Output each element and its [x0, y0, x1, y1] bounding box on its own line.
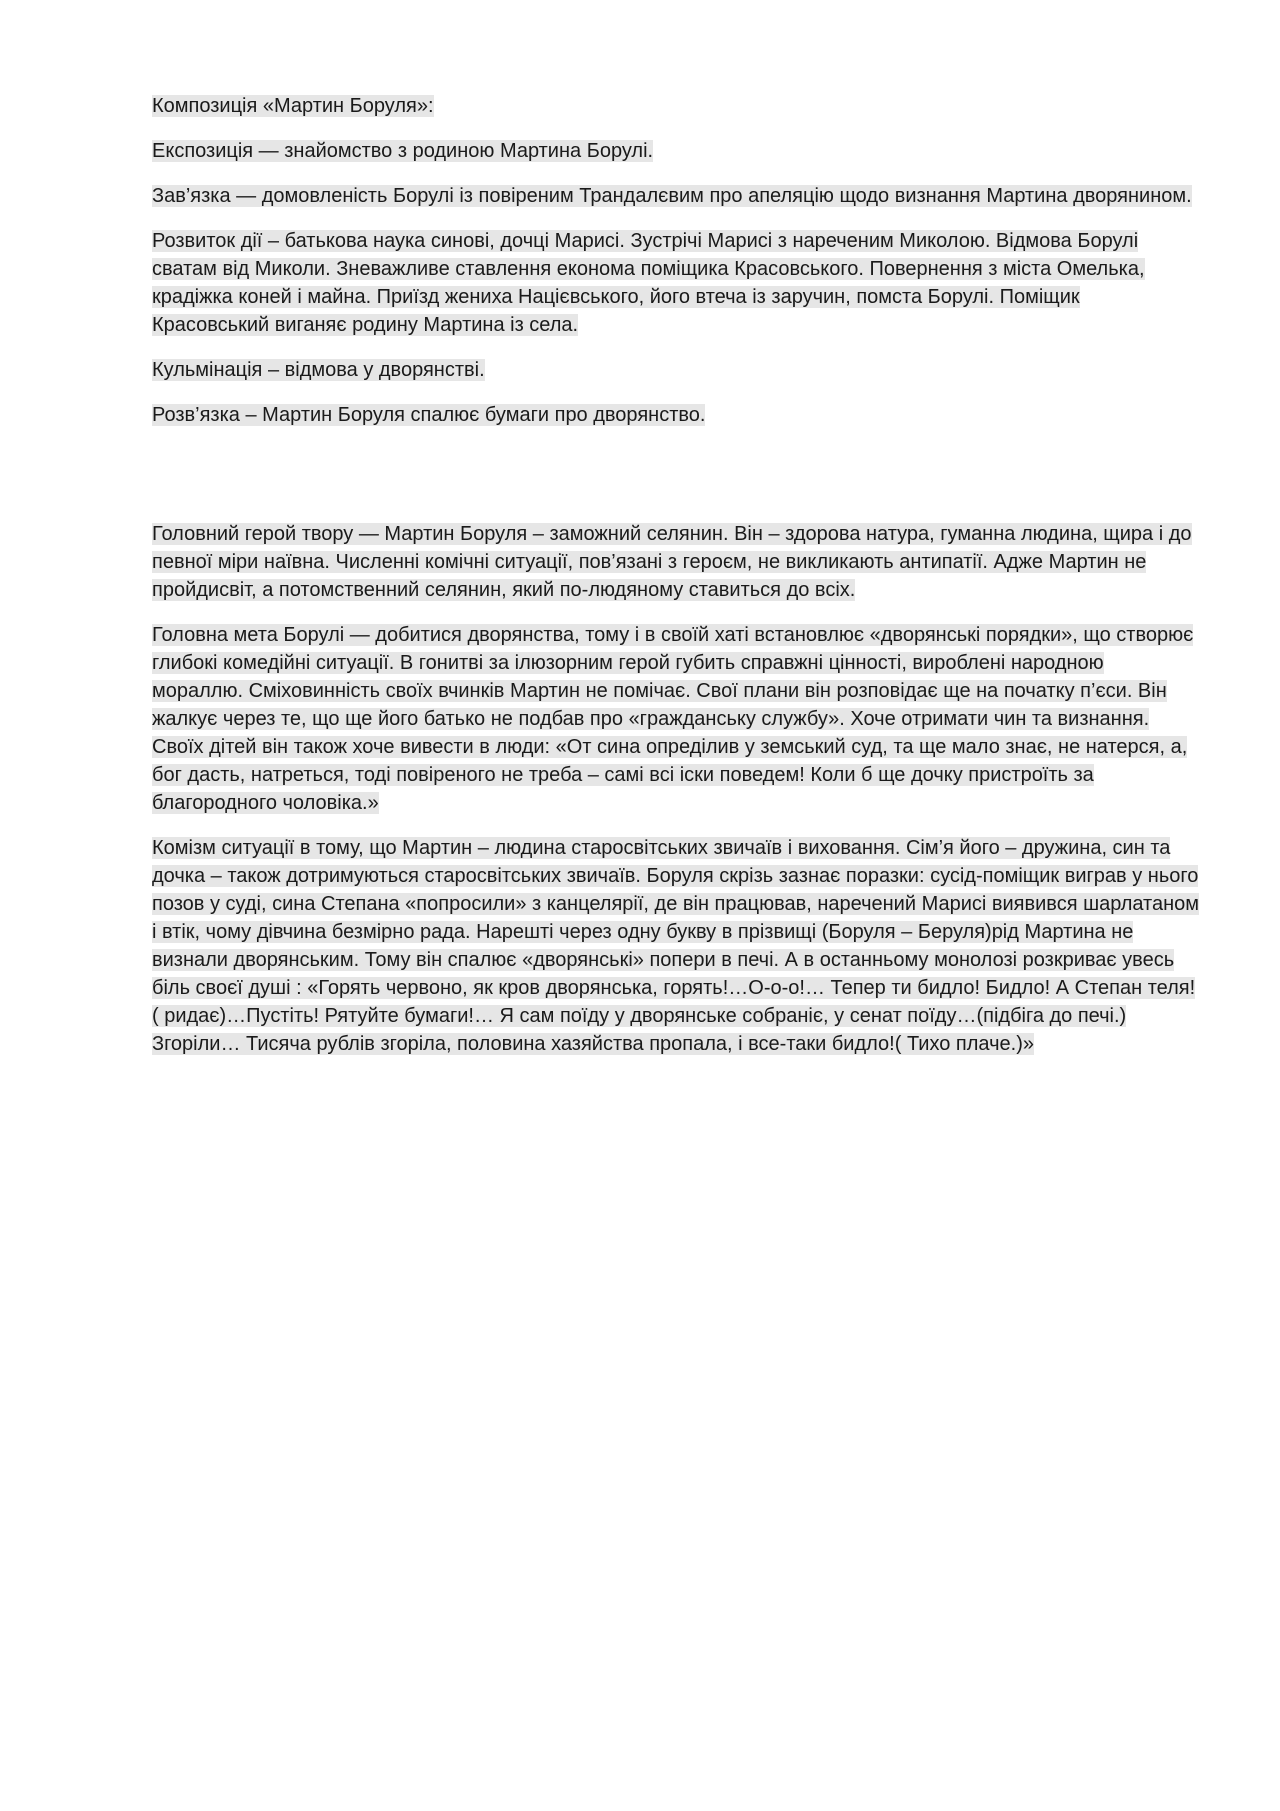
hero-paragraph-2: Головна мета Борулі — добитися дворянства, тому і в своїй хаті встановлює «дворянські порядки», що створює глибокі комедійні ситуації. В гонитві за ілюзорним герой губить справжні цінності, вироблені народною мораллю. Сміховинність своїх вчинків Мартин не помічає. Свої плани він розповідає ще на початку п’єси. Він жалкує через те, що ще його батько не подбав про «гражданську службу». Хоче отримати чин та визнання. Своїх дітей він також хоче вивести в люди: «От сина опреділив у земський суд, та ще мало знає, не натерся, а, бог дасть, натреться, тоді повіреного не треба – самі всі іски поведем! Коли б ще дочку пристроїть за благородного чоловіка.»: [152, 624, 1194, 814]
hero-paragraph-3: Комізм ситуації в тому, що Мартин – людина старосвітських звичаїв і виховання. Сім’я його – дружина, син та дочка – також дотримуються старосвітських звичаїв. Боруля скрізь зазнає поразки: сусід-поміщик виграв у нього позов у суді, сина Степана «попросили» з канцелярії, де він працював, наречений Марисі виявився шарлатаном і втік, чому дівчина безмірно рада. Нарешті через одну букву в прізвищі (Боруля – Беруля)рід Мартина не визнали дворянським. Тому він спалює «дворянські» попери в печі. А в останньому монолозі розкриває увесь біль своєї душі : «Горять червоно, як кров дворянська, горять!…О-о-о!… Тепер ти бидло! Бидло! А Степан теля! ( ридає)…Пустіть! Рятуйте бумаги!… Я сам поїду у дворянське собраніє, у сенат поїду…(підбіга до печі.) Згоріли… Тисяча рублів згоріла, половина хазяйства пропала, і все-таки бидло!( Тихо плаче.)»: [152, 837, 1200, 1055]
exposition-paragraph: Експозиція — знайомство з родиною Мартина Борулі.: [152, 140, 654, 162]
climax-paragraph: Кульмінація – відмова у дворянстві.: [152, 359, 485, 381]
hero-paragraph-1: Головний герой твору — Мартин Боруля – заможний селянин. Він – здорова натура, гуманна людина, щира і до певної міри наївна. Численні комічні ситуації, пов’язані з героєм, не викликають антипатії. Адже Мартин не пройдисвіт, а потомственний селянин, який по-людяному ставиться до всіх.: [152, 523, 1192, 601]
composition-section: [152, 92, 1200, 446]
resolution-paragraph: Розв’язка – Мартин Боруля спалює бумаги про дворянство.: [152, 404, 706, 426]
hero-section: [152, 520, 1200, 1075]
development-paragraph: Розвиток дії – батькова наука синові, дочці Марисі. Зустрічі Марисі з нареченим Миколою. Відмова Борулі сватам від Миколи. Зневажливе ставлення економа поміщика Красовського. Повернення з міста Омелька, крадіжка коней і майна. Приїзд жениха Націєвського, його втеча із заручин, помста Борулі. Поміщик Красовський виганяє родину Мартина із села.: [152, 230, 1145, 336]
plot-paragraph: Зав’язка — домовленість Борулі із повіреним Трандалєвим про апеляцію щодо визнання Мартина дворянином.: [152, 185, 1192, 207]
composition-title: Композиція «Мартин Боруля»:: [152, 95, 434, 117]
